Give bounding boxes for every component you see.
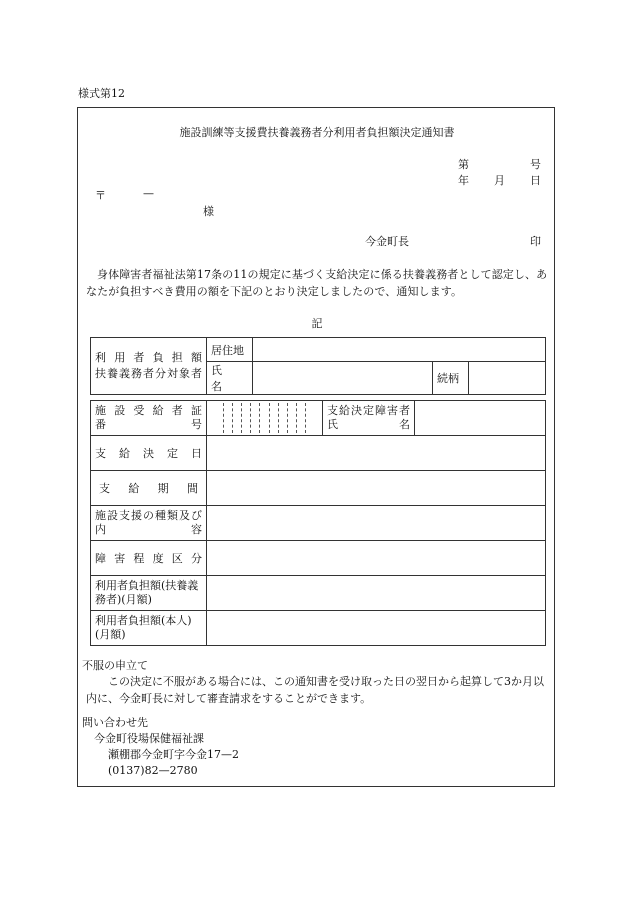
cert-label-line1: 施設受給者証 [95, 404, 202, 417]
cert-digit-boxes [215, 403, 314, 433]
row-label-burden-self: 利用者負担額(本人)(月額) [91, 611, 207, 646]
recipient-label-line1: 支給決定障害者 [327, 404, 410, 417]
target-person-table [90, 337, 546, 395]
period-value[interactable] [207, 471, 546, 506]
recipient-value[interactable] [415, 401, 546, 436]
number-prefix: 第 [458, 158, 469, 171]
contact-address: 瀬棚郡今金町字今金17—2 [108, 748, 239, 761]
disability-level-value[interactable] [207, 541, 546, 576]
target-header-line2: 扶養義務者分対象者 [95, 367, 202, 380]
contact-phone: (0137)82—2780 [108, 764, 198, 777]
cert-number-cells[interactable] [207, 401, 323, 436]
row-label-support-type [91, 506, 207, 541]
cert-number-label [91, 401, 207, 436]
target-person-header [91, 338, 207, 395]
recipient-honorific: 様 [203, 205, 214, 218]
date-year: 年 [458, 174, 469, 187]
recipient-label [323, 401, 415, 436]
burden-guardian-value[interactable] [207, 576, 546, 611]
date-day: 日 [530, 174, 541, 187]
support-type-label-text: 施設支援の種類及び内容 [95, 509, 202, 536]
burden-self-value[interactable] [207, 611, 546, 646]
name-value[interactable] [253, 362, 433, 395]
appeal-heading: 不服の申立て [82, 659, 148, 672]
row-label-decision-date: 支給決定日 [91, 436, 207, 471]
name-label [207, 362, 253, 395]
target-header-line1: 利用者負担額 [95, 351, 202, 364]
cert-label-line2: 番号 [95, 418, 202, 431]
postal-dash: — [143, 187, 154, 200]
name-label-text: 氏名 [211, 364, 230, 393]
notice-frame [77, 107, 555, 787]
seal-mark: 印 [530, 235, 541, 248]
number-suffix: 号 [530, 158, 541, 171]
decision-table [90, 400, 546, 646]
address-value[interactable] [253, 338, 546, 362]
decision-date-value[interactable] [207, 436, 546, 471]
period-label-text: 支給期間 [99, 482, 198, 495]
address-label: 居住地 [207, 338, 253, 362]
contact-heading: 問い合わせ先 [82, 716, 148, 729]
document-title: 施設訓練等支援費扶養義務者分利用者負担額決定通知書 [179, 126, 455, 139]
notice-body-text: 身体障害者福祉法第17条の11の規定に基づく支給決定に係る扶養義務者として認定し、あなたが負担すべき費用の額を下記のとおり決定しましたので、通知します。 [86, 268, 548, 298]
recipient-label-line2: 氏名 [327, 418, 410, 431]
postal-mark: 〒 [95, 189, 106, 202]
row-label-burden-guardian: 利用者負担額(扶養義務者)(月額) [91, 576, 207, 611]
contact-office: 今金町役場保健福祉課 [94, 732, 204, 745]
row-label-disability-level: 障害程度区分 [91, 541, 207, 576]
ki-marker: 記 [311, 317, 323, 330]
appeal-text: この決定に不服がある場合には、この通知書を受け取った日の翌日から起算して3か月以内に、今金町長に対して審査請求をすることができます。 [86, 675, 544, 705]
issuer-name: 今金町長 [365, 235, 409, 248]
date-month: 月 [494, 174, 505, 187]
row-label-period [91, 471, 207, 506]
support-type-value[interactable] [207, 506, 546, 541]
form-number-label: 様式第12 [78, 87, 125, 100]
relation-label: 続柄 [433, 362, 469, 395]
relation-value[interactable] [469, 362, 546, 395]
